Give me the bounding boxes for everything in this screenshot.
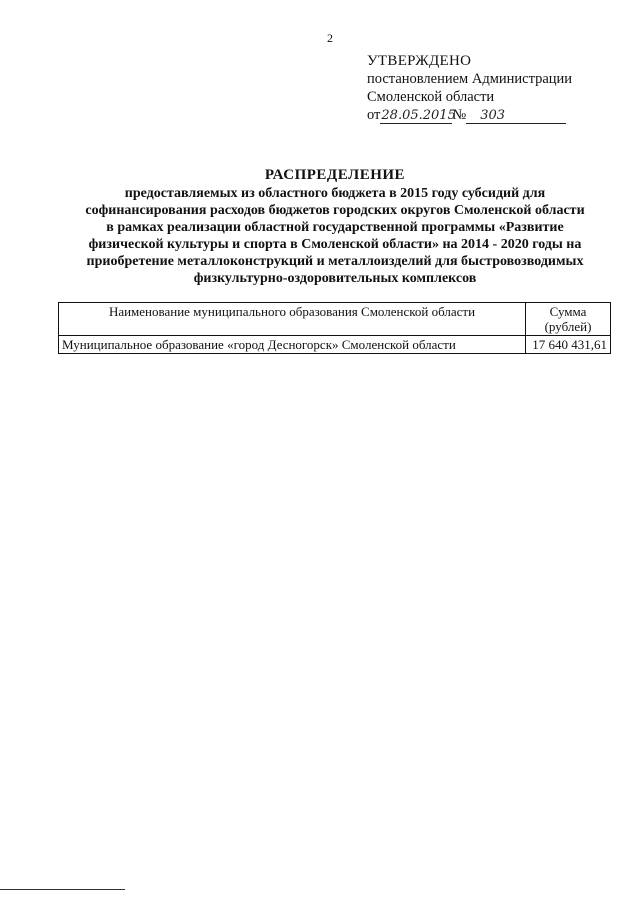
title-sub-line: предоставляемых из областного бюджета в 2015 году субсидий для <box>124 186 546 201</box>
approval-date-prefix: от <box>367 107 381 123</box>
column-header-sum <box>526 303 611 336</box>
approval-number: 303 <box>466 109 566 124</box>
approval-date: 28.05.2015 <box>381 108 456 123</box>
title-sub-line: софинансирования расходов бюджетов городских округов Смоленской области <box>85 203 585 218</box>
column-header-name: Наименование муниципального образования Смоленской области <box>59 303 526 336</box>
table-row <box>59 336 611 354</box>
table-header-row <box>59 303 611 336</box>
title-sub-line: физической культуры и спорта в Смоленской области» на 2014 - 2020 годы на <box>88 237 582 252</box>
document-title <box>60 165 610 287</box>
page-number: 2 <box>327 31 333 45</box>
approval-line-1: постановлением Администрации <box>367 71 573 87</box>
title-sub-line: приобретение металлоконструкций и металлоизделий для быстровозводимых <box>86 254 584 269</box>
title-main: РАСПРЕДЕЛЕНИЕ <box>264 167 406 183</box>
title-sub-line: физкультурно-оздоровительных комплексов <box>193 271 477 286</box>
row-sum: 17 640 431,61 <box>526 336 611 354</box>
title-subtitle <box>60 185 610 287</box>
distribution-table <box>58 302 611 354</box>
column-header-sum-line2: (рублей) <box>544 319 592 334</box>
row-municipality-name: Муниципальное образование «город Десногорск» Смоленской области <box>59 336 526 354</box>
approval-stamp <box>367 52 572 124</box>
approval-line-2: Смоленской области <box>367 89 495 105</box>
column-header-sum-line1: Сумма <box>549 304 587 319</box>
title-sub-line: в рамках реализации областной государственной программы «Развитие <box>106 220 564 235</box>
approval-heading: УТВЕРЖДЕНО <box>367 53 472 69</box>
approval-number-label: № <box>452 107 467 123</box>
footnote-divider <box>0 889 125 890</box>
approval-date-row <box>367 106 572 124</box>
